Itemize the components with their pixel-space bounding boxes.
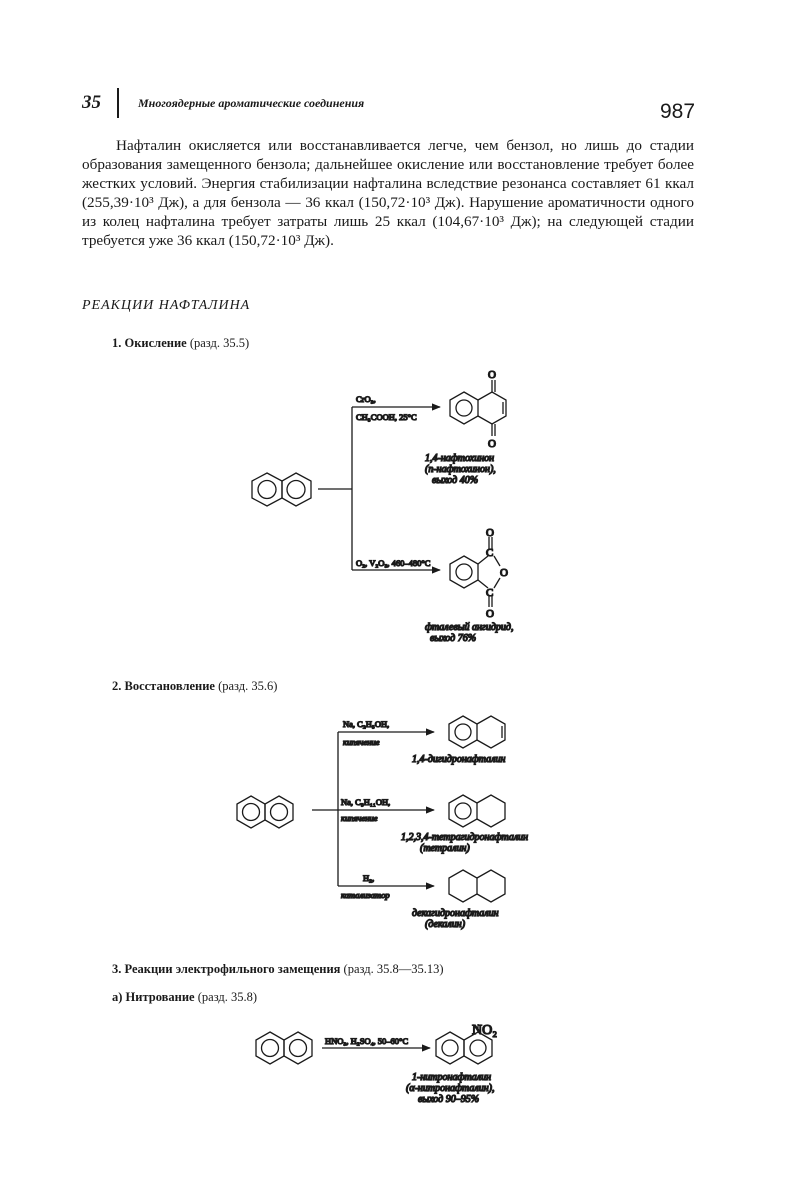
dihydronaphthalene-structure — [449, 716, 505, 748]
product-caption: фталевый ангидрид, — [425, 622, 514, 633]
oxygen-atom: O — [486, 608, 494, 620]
carbon-atom: C — [486, 587, 494, 599]
naphthoquinone-structure — [450, 380, 506, 436]
condition-label: CH₃COOH, 25°C — [356, 412, 417, 422]
oxygen-atom: O — [486, 527, 494, 539]
heading-ref: (разд. 35.8) — [197, 990, 258, 1004]
product-caption: 1-нитронафталин — [412, 1072, 492, 1083]
heading-ref: (разд. 35.8—35.13) — [343, 962, 444, 976]
condition-label: CrO₃, — [356, 394, 376, 404]
product-caption: (п-нафтохинон), — [425, 464, 496, 475]
naphthalene-structure — [256, 1032, 312, 1064]
heading-text: Окисление — [124, 336, 187, 350]
branch-arrows — [318, 407, 440, 570]
oxygen-atom: O — [488, 369, 496, 381]
product-caption: выход 40% — [432, 475, 479, 486]
heading-number: 3. — [112, 962, 122, 976]
heading-letter: а) — [112, 990, 123, 1004]
condition-label: Na, C₅H₁₁OH, — [341, 797, 391, 807]
carbon-atom: C — [486, 547, 494, 559]
heading-number: 2. — [112, 679, 122, 693]
product-caption: 1,4-дигидронафталин — [412, 754, 506, 765]
product-caption: (тетралин) — [420, 843, 470, 854]
heading-number: 1. — [112, 336, 122, 350]
product-caption: (α-нитронафталин), — [406, 1083, 495, 1094]
chapter-number: 35 — [82, 92, 101, 113]
product-caption: выход 76% — [430, 633, 477, 644]
heading-ref: (разд. 35.6) — [218, 679, 278, 693]
heading-text: Реакции электрофильного замещения — [124, 962, 341, 976]
condition-label: кипячение — [343, 737, 380, 747]
condition-label: кипячение — [341, 813, 378, 823]
product-caption: (декалин) — [425, 919, 466, 930]
product-caption: 1,2,3,4-тетрагидронафталин — [401, 832, 529, 843]
chapter-title: Многоядерные ароматические соединения — [138, 96, 365, 110]
section-title: РЕАКЦИИ НАФТАЛИНА — [82, 298, 251, 313]
oxygen-atom: O — [500, 567, 508, 579]
product-caption: выход 90–95% — [418, 1094, 480, 1105]
condition-label: O₂, V₂O₅, 460–480°C — [356, 558, 431, 568]
product-caption: 1,4-нафтохинон — [425, 453, 495, 464]
naphthalene-structure — [252, 473, 311, 506]
body-paragraph: Нафталин окисляется или восстанавливается легче, чем бензол, но лишь до стадии образования замещенного бензола; дальнейшее окисление или восстановление требует более жестких условий. Энергия стабилизации нафталина вследствие резонанса составляет 61 ккал (255,39·10³ Дж), а для бензола — 36 ккал (150,72·10³ Дж). Нарушение ароматичности одного из колец нафталина требует затраты лишь 25 ккал (104,67·10³ Дж); на следующей стадии требуется уже 36 ккал (150,72·10³ Дж). — [82, 137, 694, 249]
condition-label: H₂, — [363, 873, 375, 883]
condition-label: катализатор — [341, 890, 390, 900]
condition-label: HNO₃, H₂SO₄, 50–60°C — [325, 1036, 409, 1046]
decalin-structure — [449, 870, 505, 902]
oxygen-atom: O — [488, 438, 496, 450]
nitro-group: NO₂ — [472, 1023, 498, 1038]
heading-text: Нитрование — [125, 990, 195, 1004]
naphthalene-structure — [237, 796, 293, 828]
heading-ref: (разд. 35.5) — [189, 336, 250, 350]
page-number: 987 — [660, 100, 696, 123]
heading-text: Восстановление — [124, 679, 215, 693]
tetralin-structure — [449, 795, 505, 827]
condition-label: Na, C₂H₅OH, — [343, 719, 390, 729]
product-caption: декагидронафталин — [412, 908, 499, 919]
